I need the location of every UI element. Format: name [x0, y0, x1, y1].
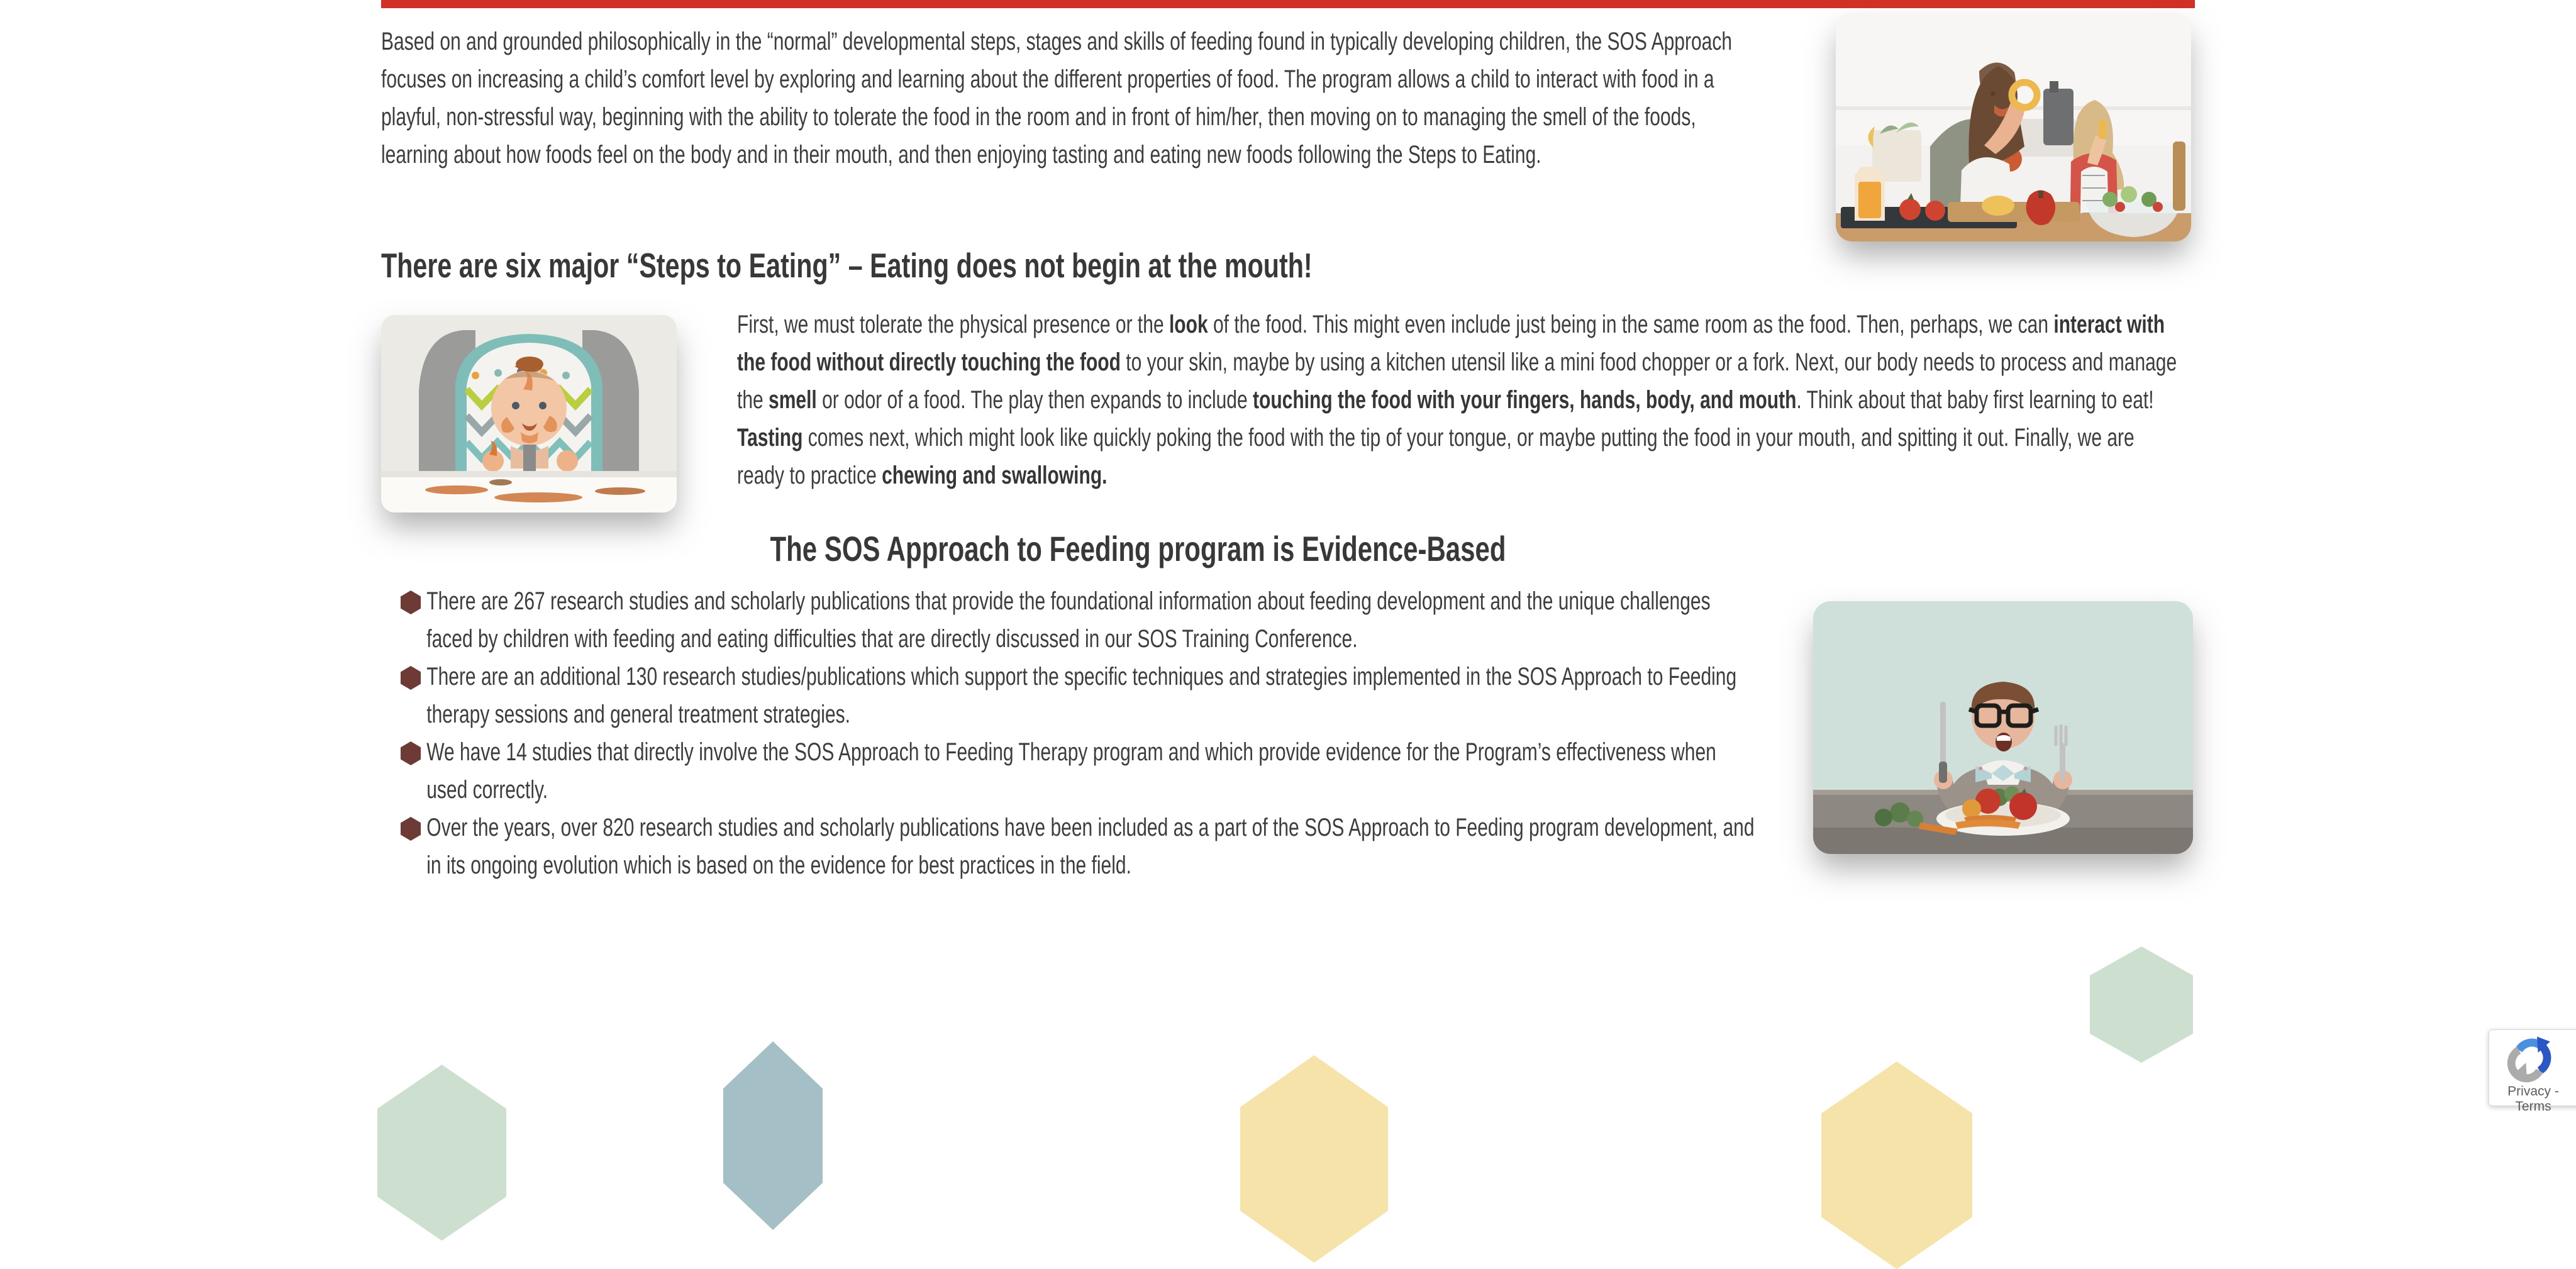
evidence-section-heading: The SOS Approach to Feeding program is Evidence-Based [770, 529, 1506, 568]
hexagon-bullet-icon [401, 741, 421, 765]
baby-highchair-photo [381, 315, 677, 513]
recaptcha-icon [2507, 1033, 2557, 1083]
mother-daughter-kitchen-photo [1836, 13, 2191, 241]
boy-photo-illustration [1813, 601, 2193, 854]
decor-hexagon-yellow-right [1821, 1061, 1972, 1269]
top-accent-line [381, 0, 2195, 8]
intro-paragraph: Based on and grounded philosophically in the “normal” developmental steps, stages and skills of feeding found in typically developing children, the SOS Approach focuses on increasing a child’s comfort level by exploring and learning about the different properties of food. The program allows a child to interact with food in a playful, non-stressful way, beginning with the ability to tolerate the food in the room and in front of him/her, then moving on to managing the smell of the foods, learning about how foods feel on the body and in their mouth, and then enjoying tasting and eating new foods following the Steps to Eating. [381, 28, 1733, 169]
decor-hexagon-yellow-center [1240, 1055, 1388, 1263]
steps-paragraph: First, we must tolerate the physical presence or the look of the food. This might even include just being in the same room as the food. Then, perhaps, we can interact with the food without directly touching the food to your skin, maybe by using a kitchen utensil like a mini food chopper or a fork. Next, our body needs to process and manage the smell or odor of a food. The play then expands to include touching the food with your fingers, hands, body, and mouth. Think about that baby first learning to eat! Tasting comes next, which might look like quickly poking the food with the tip of your tongue, or maybe putting the food in your mouth, and spitting it out. Finally, we are ready to practice chewing and swallowing. [737, 311, 2177, 489]
hexagon-bullet-icon [401, 817, 421, 841]
recaptcha-badge[interactable] [2489, 1029, 2576, 1114]
evidence-bullet-text: There are an additional 130 research studies/publications which support the specific techniques and strategies implemented in the SOS Approach to Feeding therapy sessions and general treatment strategies. [426, 663, 1737, 728]
evidence-bullet-list [401, 582, 1759, 884]
hexagon-bullet-icon [401, 590, 421, 614]
hexagon-bullet-icon [401, 666, 421, 690]
evidence-bullet-text: There are 267 research studies and scholarly publications that provide the foundational information about feeding development and the unique challenges faced by children with feeding and eating difficulties that are directly discussed in our SOS Training Conference. [426, 587, 1711, 653]
evidence-bullet-text: Over the years, over 820 research studies and scholarly publications have been included as a part of the SOS Approach to Feeding program development, and in its ongoing evolution which is based on the evidence for best practices in the field. [426, 814, 1755, 879]
recaptcha-privacy-terms[interactable]: Privacy - Terms [2507, 1084, 2559, 1114]
kitchen-photo-illustration [1836, 13, 2191, 241]
steps-section-heading: There are six major “Steps to Eating” – Eating does not begin at the mouth! [381, 246, 1313, 285]
decor-hexagon-green-left [377, 1065, 506, 1241]
evidence-bullet-item [401, 733, 1759, 809]
decor-hexagon-blue [723, 1041, 823, 1230]
evidence-bullet-item [401, 582, 1759, 658]
decor-hexagon-green-right [2090, 946, 2193, 1063]
evidence-bullet-item [401, 658, 1759, 733]
evidence-bullet-text: We have 14 studies that directly involve the SOS Approach to Feeding Therapy program and which provide evidence for the Program’s effectiveness when used correctly. [426, 738, 1716, 804]
baby-photo-illustration [381, 315, 677, 513]
boy-eating-vegetables-photo [1813, 601, 2193, 854]
evidence-bullet-item [401, 809, 1759, 884]
